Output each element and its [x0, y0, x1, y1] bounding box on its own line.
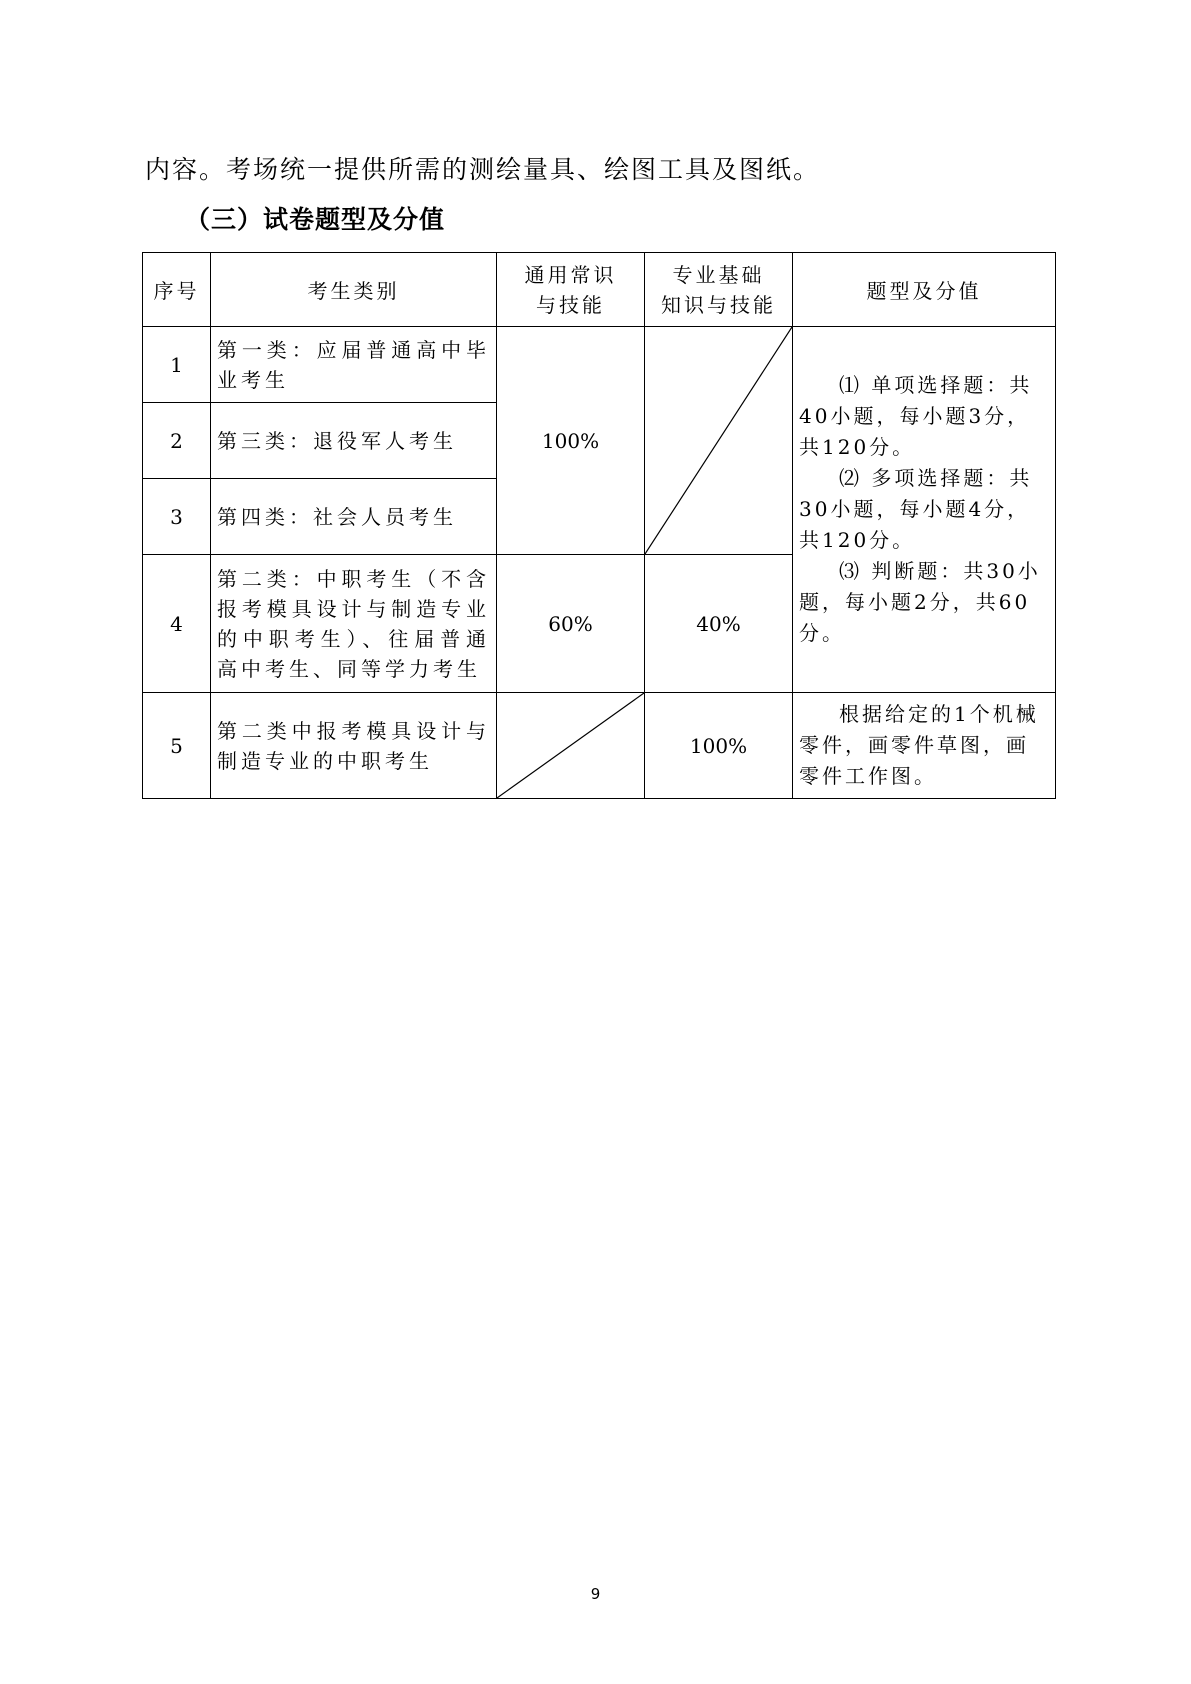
table-header-row [143, 253, 1056, 327]
row-index: 3 [143, 479, 211, 555]
header-general-line1: 通用常识 [524, 262, 617, 287]
scoring-item: ⑶ 判断题：共30小题，每小题2分，共60分。 [799, 559, 1041, 645]
diagonal-line-icon [497, 693, 644, 798]
intro-text: 内容。考场统一提供所需的测绘量具、绘图工具及图纸。 [145, 155, 821, 184]
row-category: 第二类中报考模具设计与制造专业的中职考生 [211, 693, 497, 799]
row-index: 2 [143, 403, 211, 479]
header-question-types: 题型及分值 [793, 253, 1056, 327]
header-professional [645, 253, 793, 327]
scoring-item: 根据给定的1个机械零件，画零件草图，画零件工作图。 [799, 702, 1039, 788]
row4-general-score: 60% [497, 555, 645, 693]
row-category: 第一类：应届普通高中毕业考生 [211, 327, 497, 403]
row-category: 第四类：社会人员考生 [211, 479, 497, 555]
header-index: 序号 [143, 253, 211, 327]
header-general-line2: 与技能 [536, 292, 605, 317]
header-professional-line1: 专业基础 [672, 262, 765, 287]
row-index: 5 [143, 693, 211, 799]
header-category: 考生类别 [211, 253, 497, 327]
group1-professional-empty [645, 327, 793, 555]
scoring-item: ⑵ 多项选择题：共30小题，每小题4分，共120分。 [799, 466, 1033, 552]
diagonal-line-icon [645, 327, 792, 554]
header-professional-line2: 知识与技能 [661, 292, 776, 317]
row5-scoring [793, 693, 1056, 799]
exam-score-table [142, 252, 1056, 799]
scoring-item: ⑴ 单项选择题：共40小题，每小题3分，共120分。 [799, 373, 1033, 459]
row-index: 4 [143, 555, 211, 693]
row5-professional-score: 100% [645, 693, 793, 799]
row-category: 第三类：退役军人考生 [211, 403, 497, 479]
table-row [143, 693, 1056, 799]
table-row [143, 327, 1056, 403]
row-category: 第二类：中职考生（不含报考模具设计与制造专业的中职考生）、往届普通高中考生、同等学力考生 [211, 555, 497, 693]
row4-professional-score: 40% [645, 555, 793, 693]
section-heading: （三）试卷题型及分值 [185, 205, 446, 234]
scoring-rules [793, 327, 1056, 693]
row5-general-empty [497, 693, 645, 799]
header-general [497, 253, 645, 327]
page-number: 9 [590, 1585, 601, 1603]
row-index: 1 [143, 327, 211, 403]
group1-general-score: 100% [497, 327, 645, 555]
